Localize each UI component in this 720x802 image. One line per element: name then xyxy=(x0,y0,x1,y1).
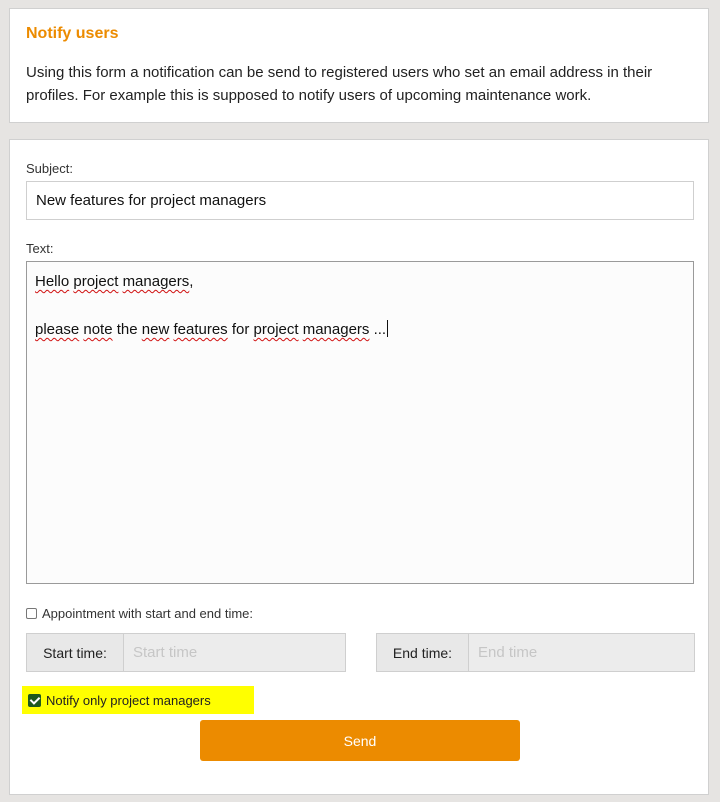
info-panel xyxy=(9,8,709,123)
end-time-group xyxy=(376,633,695,672)
spell-error: Hello xyxy=(35,273,70,290)
spell-error: features xyxy=(173,321,228,338)
spell-error: managers xyxy=(122,273,190,290)
spell-error: project xyxy=(73,273,119,290)
send-button[interactable]: Send xyxy=(200,720,520,761)
notify-pm-label: Notify only project managers xyxy=(46,692,211,708)
subject-input[interactable] xyxy=(26,181,694,220)
end-time-input[interactable] xyxy=(469,634,694,671)
text-label: Text: xyxy=(26,241,54,256)
info-description: Using this form a notification can be send to registered users who set an email address in their profiles. For example this is supposed to notify users of upcoming maintenance work. xyxy=(26,64,653,104)
start-time-label: Start time: xyxy=(27,634,124,671)
info-title: Notify users xyxy=(26,25,119,42)
appointment-checkbox[interactable] xyxy=(26,608,37,619)
text-caret xyxy=(387,320,388,337)
message-line-3: please note the new features for project managers ... xyxy=(35,321,387,338)
subject-label: Subject: xyxy=(26,161,73,176)
message-line-1: Hello project managers, xyxy=(35,273,194,290)
notify-pm-option[interactable] xyxy=(22,686,254,714)
start-time-input[interactable] xyxy=(124,634,345,671)
end-time-label: End time: xyxy=(377,634,469,671)
spell-error: managers xyxy=(302,321,370,338)
spell-error: please xyxy=(35,321,80,338)
start-time-group xyxy=(26,633,346,672)
notify-pm-checkbox[interactable] xyxy=(28,694,41,707)
appointment-label: Appointment with start and end time: xyxy=(42,606,254,621)
spell-error: note xyxy=(83,321,113,338)
spell-error: new xyxy=(141,321,170,338)
notification-form xyxy=(9,139,709,795)
message-line-2 xyxy=(35,294,685,318)
message-textarea[interactable] xyxy=(26,261,694,584)
spell-error: project xyxy=(253,321,299,338)
appointment-option[interactable] xyxy=(26,606,253,621)
